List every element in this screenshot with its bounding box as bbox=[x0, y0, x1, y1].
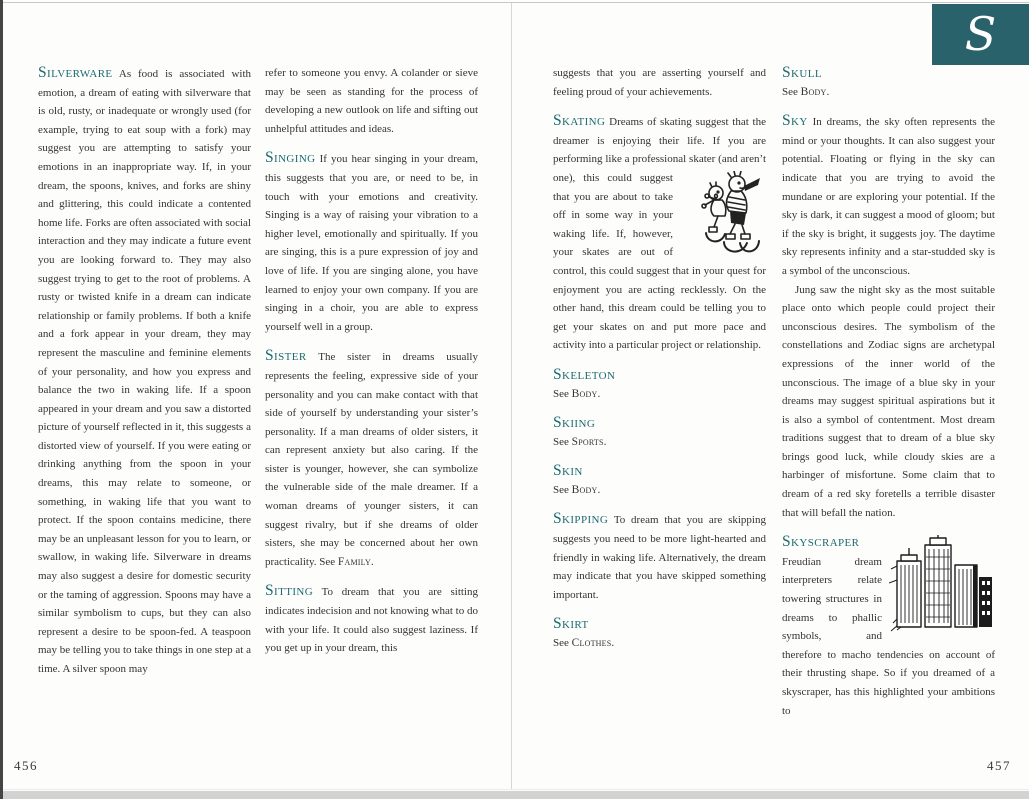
entry-title-skyscraper: Skyscraper bbox=[782, 533, 860, 551]
entry-body-sky-paragraph2: Jung saw the night sky as the most suitable place onto which people could project their unconscious desires. The symbolism of the constellations and Zodiac signs are archetypal expressions of the inner world of the unconscious. The image of a blue sky in your dreams may suggest spiritual aspirations but it is also a symbol of contentment. Most dream traditions suggest that to dream of a blue sky brings good luck, while cloudy skies are a harbinger of misfortune. Some claim that to dream of a red sky foretells a terrible disaster that will befall the nation. bbox=[782, 283, 995, 519]
entry-title-sky: Sky bbox=[782, 112, 808, 130]
entry-sitting bbox=[265, 582, 478, 657]
page-edge-left bbox=[0, 0, 3, 799]
column-2 bbox=[265, 64, 478, 658]
entry-title-skin: Skin bbox=[553, 462, 583, 480]
see-also-prefix: See bbox=[553, 483, 569, 496]
entry-title-singing: Singing bbox=[265, 149, 316, 167]
column-1 bbox=[38, 64, 251, 679]
entry-sister bbox=[265, 347, 478, 571]
entry-body-sky-paragraph1: In dreams, the sky often represents the mind or your thoughts. It can also suggest your potential. Floating or flying in the sky can indicate that you are trying to avoid the mundane or are exploring your potential. If the sky is dark, it can suggest a mood of gloom; but if the sky is bright, it suggests joy. The daytime sky represents infinity and a star-studded sky is a symbol of the unconscious. bbox=[782, 116, 996, 277]
entry-title-skating: Skating bbox=[553, 112, 606, 130]
entry-title-skull: Skull bbox=[782, 64, 822, 81]
see-also-ref: Sports. bbox=[571, 435, 607, 448]
entry-title-silverware: Silverware bbox=[38, 64, 113, 81]
page-gutter-line bbox=[511, 3, 512, 789]
see-also-ref: Body. bbox=[571, 483, 601, 496]
entry-title-sitting: Sitting bbox=[265, 582, 314, 600]
page-edge-top bbox=[3, 2, 1029, 3]
entry-title-sister: Sister bbox=[265, 347, 307, 365]
entry-body-sister: The sister in dreams usually represents the feeling, expressive side of your personality and you can make contact with that side of yourself by understanding your sister’s personality. If a man dreams of older sisters, it can represent anxiety but also caring. If the sister is younger, however, she can symbolize the vulnerable side of the male dreamer. If a woman dreams of younger sisters, it can suggest rivalry, but if she dreams of older sisters, she may be concerned about her own practicality. bbox=[265, 351, 478, 568]
entry-skin bbox=[553, 462, 766, 499]
page-number-right: 457 bbox=[987, 758, 1011, 773]
entry-skull bbox=[782, 64, 995, 101]
page-edge-bottom-line bbox=[3, 789, 1029, 790]
entry-body-skipping: To dream that you are skipping suggests you need to be more light-hearted and friendly in waking life. Alternatively, the dream may indicate that you have skipped something important. bbox=[553, 514, 766, 601]
see-also-ref: Family. bbox=[337, 555, 374, 568]
entry-silverware bbox=[38, 64, 251, 679]
see-also-prefix: See bbox=[782, 85, 798, 98]
letter-tab bbox=[932, 4, 1029, 65]
entry-body-skating-end: your skates are out of control, this could suggest that in your quest for enjoyment you are acting recklessly. On the other hand, this dream could be telling you to get your skates on and put more pace and activity into a particular project or relationship. bbox=[553, 246, 766, 352]
entry-body-skating-start: Dreams of skating suggest that the dreamer is enjoying their life. If you are performing like a professional bbox=[553, 116, 766, 166]
entry-body-sitting: To dream that you are sitting indicates indecision and not knowing what to do with your life. It could also suggest laziness. If you get up in your dream, this bbox=[265, 586, 478, 655]
entry-title-skipping: Skipping bbox=[553, 510, 609, 528]
entry-body-silverware-continued: refer to someone you envy. A colander or sieve may be seen as standing for the process of developing a new outlook on life and sifting out unhelpful attitudes and ideas. bbox=[265, 67, 478, 135]
see-also-ref: Clothes. bbox=[571, 637, 615, 650]
entry-skyscraper bbox=[782, 533, 995, 720]
entry-skiing bbox=[553, 414, 766, 451]
entry-body-silverware: As food is associated with emotion, a dream of eating with silverware that is old, rusty, or inadequate or wrongly used (for example, trying to eat soup with a fork) may suggest you are attempting to satisfy your emotions in an inappropriate way. If, in your dream, the spoons, knives, and forks are shiny and glittering, this could indicate a contented home life. Forks are often associated with social interaction and they may indicate a future event you are looking forward to. They may also suggest trying to get to the root of problems. A rusty or twisted knife in a dream can indicate relationship or family problems. If both a knife and a fork appear in your dream, they may represent the masculine and feminine elements of your personality, and how you express and balance the two in waking life. If a spoon appeared in your dream and you saw a distorted picture of yourself reflected in it, this suggests a distorted view of yourself. If you were eating or drinking anything from the spoon in your dreams, this may relate to someone, or something, in waking life that you want to protect. If the spoon contains medicine, there may be an unpleasant lesson for you to learn, or swallow, in waking life. Silverware in dreams may also suggest a desire for domestic security or the taming of aggression. Spoons may have a similar symbolism to cups, but they can also represent a desire to be spoon-fed. A teaspoon may be telling you to take things in one step at a time. A silver spoon may bbox=[38, 68, 251, 675]
see-also-prefix: See bbox=[553, 387, 569, 400]
see-also-prefix: See bbox=[553, 435, 569, 448]
see-also-prefix: See bbox=[553, 637, 569, 650]
entry-sky bbox=[782, 112, 995, 280]
skyscraper-illustration bbox=[889, 535, 995, 633]
see-also-ref: Body. bbox=[571, 387, 601, 400]
entry-body-sitting-continued: suggests that you are asserting yourself and feeling proud of your achievements. bbox=[553, 67, 766, 98]
skater-illustration bbox=[680, 171, 766, 257]
entry-sitting-continued bbox=[553, 64, 766, 101]
entry-skeleton bbox=[553, 366, 766, 403]
entry-skating bbox=[553, 112, 766, 355]
page-number-left: 456 bbox=[14, 758, 38, 773]
letter-tab-letter: S bbox=[964, 6, 997, 61]
entry-body-singing: If you hear singing in your dream, this suggests that you are, or need to be, in touch with your emotions and creativity. Singing is a way of raising your vibration to a higher level, emotionally and spiritually. If you are singing, this is a pure expression of joy and love of life. If you are singing alone, you have learned to enjoy your own company. If you are singing in a choir, you are able to express yourself well in a group. bbox=[265, 153, 479, 333]
entry-title-skeleton: Skeleton bbox=[553, 365, 616, 383]
see-also-prefix: See bbox=[319, 555, 336, 568]
page-edge-bottom bbox=[3, 791, 1029, 799]
entry-title-skirt: Skirt bbox=[553, 615, 589, 633]
entry-skipping bbox=[553, 510, 766, 604]
entry-silverware-continued bbox=[265, 64, 478, 138]
see-also-ref: Body. bbox=[800, 85, 830, 98]
column-4 bbox=[782, 64, 995, 720]
column-3 bbox=[553, 64, 766, 653]
entry-body-skating-wrap: skater (and aren’t one), this could suggest that you are about to take off in some way in your waking life. If, however, bbox=[553, 153, 767, 240]
entry-skirt bbox=[553, 615, 766, 652]
entry-singing bbox=[265, 149, 478, 336]
entry-title-skiing: Skiing bbox=[553, 414, 596, 432]
entry-sky-paragraph2 bbox=[782, 281, 995, 523]
entry-body-skyscraper: Freudian dream interpreters relate towering structures in dreams to phallic symbols, and therefore to macho tendencies on account of their thrusting shape. So if you dreamed of a skyscraper, has this highlighted your ambitions to bbox=[782, 555, 995, 717]
